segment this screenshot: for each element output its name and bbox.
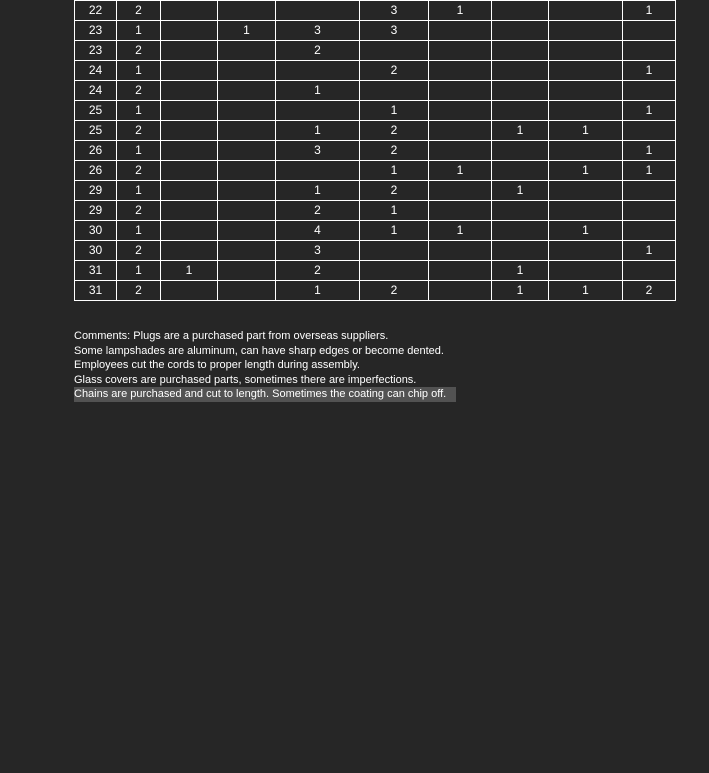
defect-count-cell[interactable]	[623, 41, 676, 61]
defect-count-cell[interactable]	[492, 241, 549, 261]
defect-count-cell[interactable]: 1	[549, 281, 623, 301]
defect-count-cell[interactable]	[429, 81, 492, 101]
day-cell[interactable]: 25	[75, 121, 117, 141]
defect-count-cell[interactable]	[161, 281, 218, 301]
defect-count-cell[interactable]	[623, 181, 676, 201]
shift-cell[interactable]: 2	[117, 201, 161, 221]
defect-count-cell[interactable]	[492, 201, 549, 221]
defect-count-cell[interactable]	[549, 21, 623, 41]
defect-count-cell[interactable]	[161, 161, 218, 181]
defect-count-cell[interactable]: 3	[276, 141, 360, 161]
shift-cell[interactable]: 1	[117, 141, 161, 161]
day-cell[interactable]: 31	[75, 261, 117, 281]
defect-count-cell[interactable]: 1	[492, 121, 549, 141]
defect-count-cell[interactable]	[218, 161, 276, 181]
defect-count-cell[interactable]	[429, 241, 492, 261]
defect-count-cell[interactable]: 1	[429, 221, 492, 241]
table-row	[75, 261, 676, 281]
shift-cell[interactable]: 1	[117, 21, 161, 41]
defect-count-cell[interactable]: 4	[276, 221, 360, 241]
defect-count-cell[interactable]	[549, 181, 623, 201]
defect-count-cell[interactable]	[549, 141, 623, 161]
defect-count-cell[interactable]: 1	[276, 281, 360, 301]
defect-count-cell[interactable]: 1	[360, 221, 429, 241]
defect-count-cell[interactable]: 1	[276, 81, 360, 101]
defect-count-cell[interactable]	[549, 101, 623, 121]
defect-count-cell[interactable]: 1	[623, 61, 676, 81]
defect-count-cell[interactable]	[623, 201, 676, 221]
defect-count-cell[interactable]	[161, 181, 218, 201]
comment-line-1: Comments: Plugs are a purchased part from overseas suppliers.	[74, 330, 389, 342]
defect-count-cell[interactable]	[218, 201, 276, 221]
defect-count-cell[interactable]	[623, 261, 676, 281]
defect-count-cell[interactable]	[161, 241, 218, 261]
defect-count-cell[interactable]	[429, 41, 492, 61]
defect-count-cell[interactable]: 2	[360, 141, 429, 161]
defect-count-cell[interactable]: 2	[360, 181, 429, 201]
day-cell[interactable]: 24	[75, 61, 117, 81]
table-row	[75, 101, 676, 121]
defect-count-cell[interactable]: 1	[218, 21, 276, 41]
defect-count-cell[interactable]	[549, 261, 623, 281]
day-cell[interactable]: 30	[75, 241, 117, 261]
defect-count-cell[interactable]	[429, 261, 492, 281]
day-cell[interactable]: 23	[75, 41, 117, 61]
defect-count-cell[interactable]	[623, 21, 676, 41]
defect-count-cell[interactable]	[429, 121, 492, 141]
table-row	[75, 201, 676, 221]
day-cell[interactable]: 29	[75, 201, 117, 221]
shift-cell[interactable]: 2	[117, 41, 161, 61]
defect-count-cell[interactable]: 3	[360, 21, 429, 41]
defect-count-cell[interactable]	[218, 61, 276, 81]
defect-count-cell[interactable]	[429, 281, 492, 301]
defect-count-cell[interactable]: 1	[623, 1, 676, 21]
table-body	[75, 1, 676, 301]
defect-count-cell[interactable]	[429, 141, 492, 161]
table-row	[75, 81, 676, 101]
defect-count-cell[interactable]: 1	[623, 141, 676, 161]
defect-count-cell[interactable]	[161, 121, 218, 141]
defect-count-table	[74, 0, 676, 301]
defect-count-cell[interactable]: 1	[549, 121, 623, 141]
defect-count-cell[interactable]: 1	[492, 181, 549, 201]
defect-count-cell[interactable]: 1	[276, 181, 360, 201]
defect-count-cell[interactable]	[623, 81, 676, 101]
table-row	[75, 121, 676, 141]
defect-count-cell[interactable]	[161, 101, 218, 121]
defect-count-cell[interactable]	[429, 21, 492, 41]
defect-count-cell[interactable]	[549, 61, 623, 81]
defect-count-cell[interactable]	[492, 41, 549, 61]
defect-count-cell[interactable]	[492, 101, 549, 121]
defect-count-cell[interactable]: 2	[276, 41, 360, 61]
defect-count-cell[interactable]: 1	[492, 261, 549, 281]
defect-count-cell[interactable]: 1	[161, 261, 218, 281]
defect-count-cell[interactable]: 1	[549, 221, 623, 241]
defect-count-cell[interactable]	[492, 141, 549, 161]
defect-count-cell[interactable]: 2	[276, 201, 360, 221]
defect-count-cell[interactable]	[161, 81, 218, 101]
shift-cell[interactable]: 1	[117, 261, 161, 281]
defect-count-cell[interactable]: 1	[276, 121, 360, 141]
defect-count-cell[interactable]	[492, 21, 549, 41]
defect-count-cell[interactable]	[492, 1, 549, 21]
defect-count-cell[interactable]	[360, 241, 429, 261]
shift-cell[interactable]: 2	[117, 121, 161, 141]
defect-count-cell[interactable]	[276, 1, 360, 21]
shift-cell[interactable]: 1	[117, 61, 161, 81]
defect-count-cell[interactable]	[429, 101, 492, 121]
defect-count-cell[interactable]: 2	[276, 261, 360, 281]
defect-count-cell[interactable]	[161, 1, 218, 21]
shift-cell[interactable]: 1	[117, 181, 161, 201]
shift-cell[interactable]: 2	[117, 81, 161, 101]
defect-count-cell[interactable]: 2	[360, 121, 429, 141]
table-row	[75, 181, 676, 201]
defect-count-cell[interactable]	[276, 101, 360, 121]
defect-count-cell[interactable]	[492, 81, 549, 101]
day-cell[interactable]: 23	[75, 21, 117, 41]
defect-count-cell[interactable]: 2	[360, 61, 429, 81]
comment-line-4: Glass covers are purchased parts, sometimes there are imperfections.	[74, 373, 417, 386]
defect-count-cell[interactable]	[218, 101, 276, 121]
defect-count-cell[interactable]	[218, 281, 276, 301]
defect-count-cell[interactable]: 3	[276, 21, 360, 41]
day-cell[interactable]: 29	[75, 181, 117, 201]
defect-count-cell[interactable]: 2	[360, 281, 429, 301]
defect-count-cell[interactable]	[218, 41, 276, 61]
shift-cell[interactable]: 2	[117, 281, 161, 301]
shift-cell[interactable]: 2	[117, 241, 161, 261]
day-cell[interactable]: 26	[75, 141, 117, 161]
day-cell[interactable]: 25	[75, 101, 117, 121]
defect-count-cell[interactable]	[218, 1, 276, 21]
defect-count-cell[interactable]: 1	[360, 201, 429, 221]
defect-count-cell[interactable]	[429, 201, 492, 221]
shift-cell[interactable]: 2	[117, 161, 161, 181]
table-row	[75, 141, 676, 161]
shift-cell[interactable]: 2	[117, 1, 161, 21]
day-cell[interactable]: 26	[75, 161, 117, 181]
defect-count-cell[interactable]	[549, 1, 623, 21]
defect-count-cell[interactable]: 1	[623, 101, 676, 121]
defect-count-cell[interactable]: 1	[429, 161, 492, 181]
defect-count-cell[interactable]	[161, 21, 218, 41]
defect-count-cell[interactable]	[161, 201, 218, 221]
defect-count-cell[interactable]	[492, 221, 549, 241]
defect-count-cell[interactable]	[218, 221, 276, 241]
defect-count-cell[interactable]	[276, 161, 360, 181]
defect-count-cell[interactable]	[360, 261, 429, 281]
defect-count-cell[interactable]	[218, 81, 276, 101]
defect-count-cell[interactable]	[549, 241, 623, 261]
defect-count-cell[interactable]: 2	[623, 281, 676, 301]
defect-count-cell[interactable]	[161, 221, 218, 241]
defect-count-cell[interactable]	[161, 61, 218, 81]
table-row	[75, 61, 676, 81]
comment-line-5-selected: Chains are purchased and cut to length. Sometimes the coating can chip off.	[74, 387, 456, 402]
table-row	[75, 21, 676, 41]
defect-count-cell[interactable]: 1	[492, 281, 549, 301]
day-cell[interactable]: 24	[75, 81, 117, 101]
defect-count-cell[interactable]	[276, 61, 360, 81]
comment-line-3: Employees cut the cords to proper length during assembly.	[74, 359, 360, 371]
day-cell[interactable]: 22	[75, 1, 117, 21]
table-row	[75, 241, 676, 261]
defect-count-cell[interactable]: 1	[360, 101, 429, 121]
defect-count-cell[interactable]	[360, 41, 429, 61]
defect-count-cell[interactable]	[161, 41, 218, 61]
defect-count-cell[interactable]: 3	[276, 241, 360, 261]
defect-count-cell[interactable]	[549, 81, 623, 101]
table-row	[75, 221, 676, 241]
day-cell[interactable]: 30	[75, 221, 117, 241]
comment-line-2: Some lampshades are aluminum, can have sharp edges or become dented.	[74, 344, 444, 357]
defect-count-cell[interactable]	[218, 121, 276, 141]
defect-count-cell[interactable]: 1	[549, 161, 623, 181]
table-row	[75, 1, 676, 21]
defect-count-cell[interactable]: 1	[360, 161, 429, 181]
table-row	[75, 281, 676, 301]
defect-count-cell[interactable]	[623, 121, 676, 141]
comments-block[interactable]	[74, 329, 456, 402]
defect-count-cell[interactable]	[429, 181, 492, 201]
defect-count-cell[interactable]	[492, 161, 549, 181]
shift-cell[interactable]: 1	[117, 221, 161, 241]
defect-count-cell[interactable]	[218, 181, 276, 201]
defect-count-cell[interactable]	[218, 141, 276, 161]
defect-count-cell[interactable]: 1	[623, 241, 676, 261]
defect-count-cell[interactable]	[429, 61, 492, 81]
defect-count-cell[interactable]: 1	[623, 161, 676, 181]
defect-count-cell[interactable]	[623, 221, 676, 241]
defect-count-cell[interactable]: 3	[360, 1, 429, 21]
defect-count-cell[interactable]	[549, 41, 623, 61]
defect-count-cell[interactable]	[549, 201, 623, 221]
table-row	[75, 41, 676, 61]
defect-count-cell[interactable]	[360, 81, 429, 101]
shift-cell[interactable]: 1	[117, 101, 161, 121]
defect-count-cell[interactable]	[218, 241, 276, 261]
defect-count-cell[interactable]	[161, 141, 218, 161]
day-cell[interactable]: 31	[75, 281, 117, 301]
table-row	[75, 161, 676, 181]
defect-count-cell[interactable]: 1	[429, 1, 492, 21]
defect-count-cell[interactable]	[218, 261, 276, 281]
defect-count-cell[interactable]	[492, 61, 549, 81]
